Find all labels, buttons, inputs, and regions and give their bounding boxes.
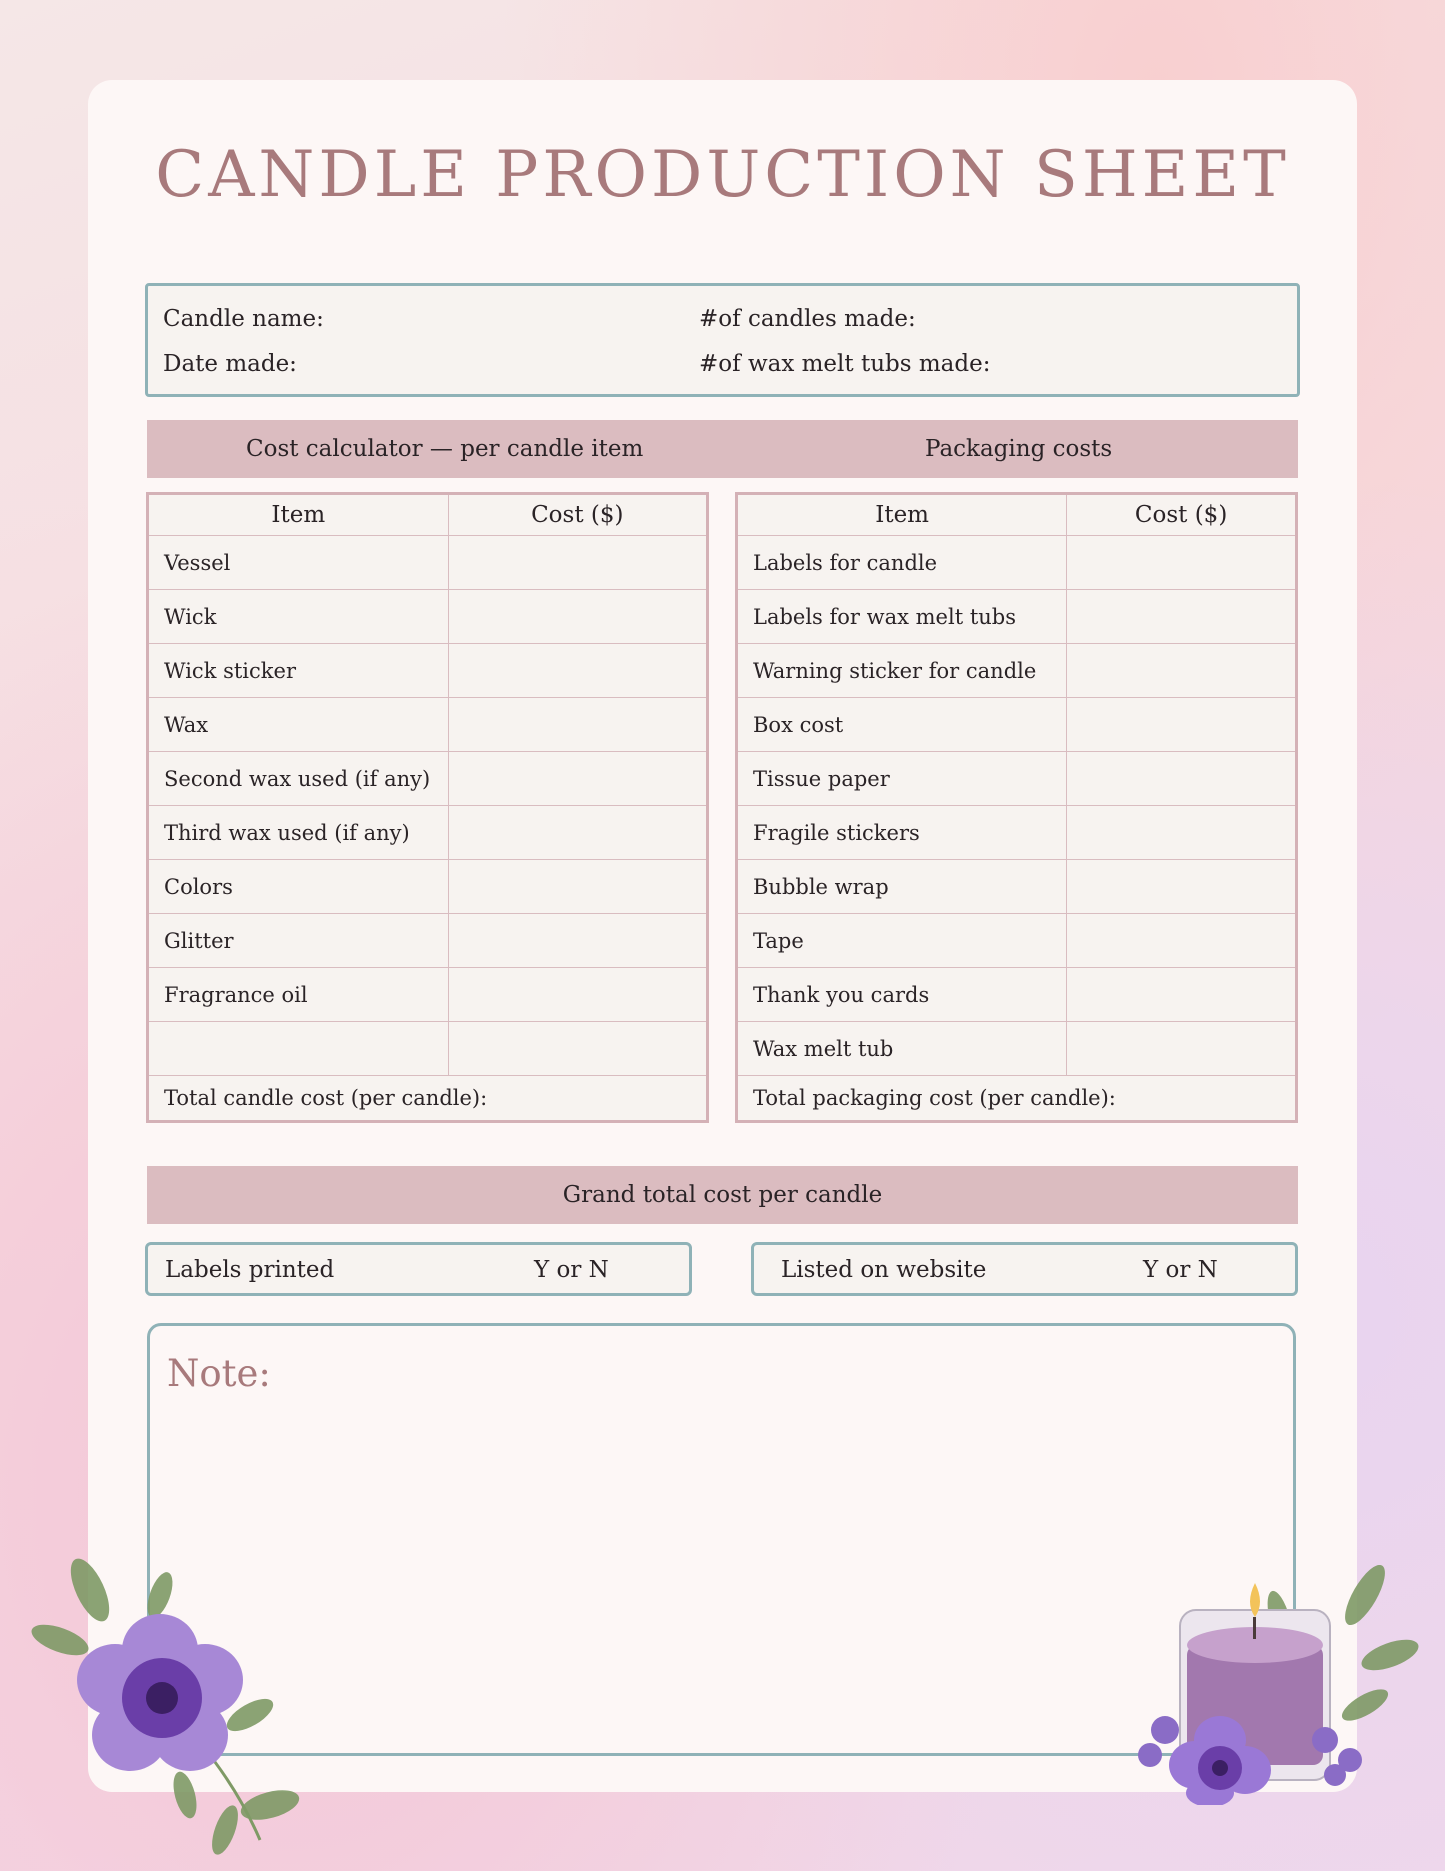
cost-cell[interactable]	[448, 698, 707, 752]
item-cell: Wick sticker	[148, 644, 449, 698]
item-header: Item	[737, 494, 1067, 536]
item-cell: Colors	[148, 860, 449, 914]
item-cell: Vessel	[148, 536, 449, 590]
candle-icon	[1125, 1565, 1425, 1805]
table-row	[148, 536, 708, 590]
packaging-cost-table	[735, 492, 1298, 1123]
item-cell: Labels for wax melt tubs	[737, 590, 1067, 644]
table-row	[737, 914, 1297, 968]
item-cell	[148, 1022, 449, 1076]
item-cell: Thank you cards	[737, 968, 1067, 1022]
table-row	[737, 968, 1297, 1022]
cost-cell[interactable]	[448, 590, 707, 644]
listed-on-website-box[interactable]	[751, 1242, 1298, 1296]
labels-printed-box[interactable]	[145, 1242, 692, 1296]
total-row	[148, 1076, 708, 1122]
table-row	[148, 968, 708, 1022]
table-row	[737, 536, 1297, 590]
cost-header: Cost ($)	[1067, 494, 1297, 536]
table-row	[737, 806, 1297, 860]
section-bar	[147, 420, 1298, 478]
cost-cell[interactable]	[1067, 1022, 1297, 1076]
table-row	[737, 860, 1297, 914]
cost-cell[interactable]	[448, 914, 707, 968]
cost-cell[interactable]	[1067, 968, 1297, 1022]
total-row	[737, 1076, 1297, 1122]
candles-made-label: #of candles made:	[699, 306, 916, 332]
table-row	[737, 698, 1297, 752]
listed-on-website-value: Y or N	[1143, 1257, 1218, 1283]
item-cell: Tissue paper	[737, 752, 1067, 806]
page-title: CANDLE PRODUCTION SHEET	[155, 138, 1290, 212]
item-cell: Wax melt tub	[737, 1022, 1067, 1076]
packaging-costs-heading: Packaging costs	[925, 436, 1113, 462]
item-cell: Second wax used (if any)	[148, 752, 449, 806]
table-row	[737, 590, 1297, 644]
table-row	[148, 806, 708, 860]
item-cell: Tape	[737, 914, 1067, 968]
table-header-row	[737, 494, 1297, 536]
cost-cell[interactable]	[1067, 590, 1297, 644]
labels-printed-value: Y or N	[534, 1257, 609, 1283]
cost-cell[interactable]	[448, 752, 707, 806]
wax-melt-tubs-label: #of wax melt tubs made:	[699, 351, 991, 377]
listed-on-website-label: Listed on website	[781, 1257, 987, 1283]
table-row	[737, 1022, 1297, 1076]
table-row	[148, 914, 708, 968]
candle-name-label: Candle name:	[163, 306, 324, 332]
item-cell: Bubble wrap	[737, 860, 1067, 914]
total-label[interactable]: Total candle cost (per candle):	[148, 1076, 708, 1122]
cost-cell[interactable]	[448, 644, 707, 698]
table-row	[148, 860, 708, 914]
item-cell: Glitter	[148, 914, 449, 968]
table-row	[148, 590, 708, 644]
table-row	[148, 752, 708, 806]
purple-flower-icon	[20, 1540, 340, 1870]
grand-total-bar: Grand total cost per candle	[147, 1166, 1298, 1224]
cost-cell[interactable]	[1067, 536, 1297, 590]
cost-cell[interactable]	[1067, 752, 1297, 806]
item-cell: Labels for candle	[737, 536, 1067, 590]
cost-calculator-heading: Cost calculator — per candle item	[246, 436, 644, 462]
table-row	[737, 752, 1297, 806]
item-cell: Fragile stickers	[737, 806, 1067, 860]
cost-cell[interactable]	[1067, 914, 1297, 968]
item-header: Item	[148, 494, 449, 536]
item-cell: Wax	[148, 698, 449, 752]
cost-cell[interactable]	[448, 806, 707, 860]
cost-cell[interactable]	[1067, 644, 1297, 698]
cost-cell[interactable]	[1067, 806, 1297, 860]
cost-cell[interactable]	[448, 1022, 707, 1076]
cost-cell[interactable]	[1067, 860, 1297, 914]
cost-header: Cost ($)	[448, 494, 707, 536]
info-box	[145, 283, 1300, 397]
item-cell: Warning sticker for candle	[737, 644, 1067, 698]
table-header-row	[148, 494, 708, 536]
table-row	[148, 644, 708, 698]
item-cell: Box cost	[737, 698, 1067, 752]
candle-cost-table	[146, 492, 709, 1123]
cost-cell[interactable]	[448, 536, 707, 590]
date-made-label: Date made:	[163, 351, 297, 377]
cost-cell[interactable]	[448, 860, 707, 914]
cost-cell[interactable]	[448, 968, 707, 1022]
table-row	[737, 644, 1297, 698]
labels-printed-label: Labels printed	[165, 1257, 335, 1283]
table-row	[148, 698, 708, 752]
total-label[interactable]: Total packaging cost (per candle):	[737, 1076, 1297, 1122]
cost-cell[interactable]	[1067, 698, 1297, 752]
item-cell: Fragrance oil	[148, 968, 449, 1022]
item-cell: Third wax used (if any)	[148, 806, 449, 860]
note-label: Note:	[167, 1352, 271, 1395]
table-row	[148, 1022, 708, 1076]
item-cell: Wick	[148, 590, 449, 644]
